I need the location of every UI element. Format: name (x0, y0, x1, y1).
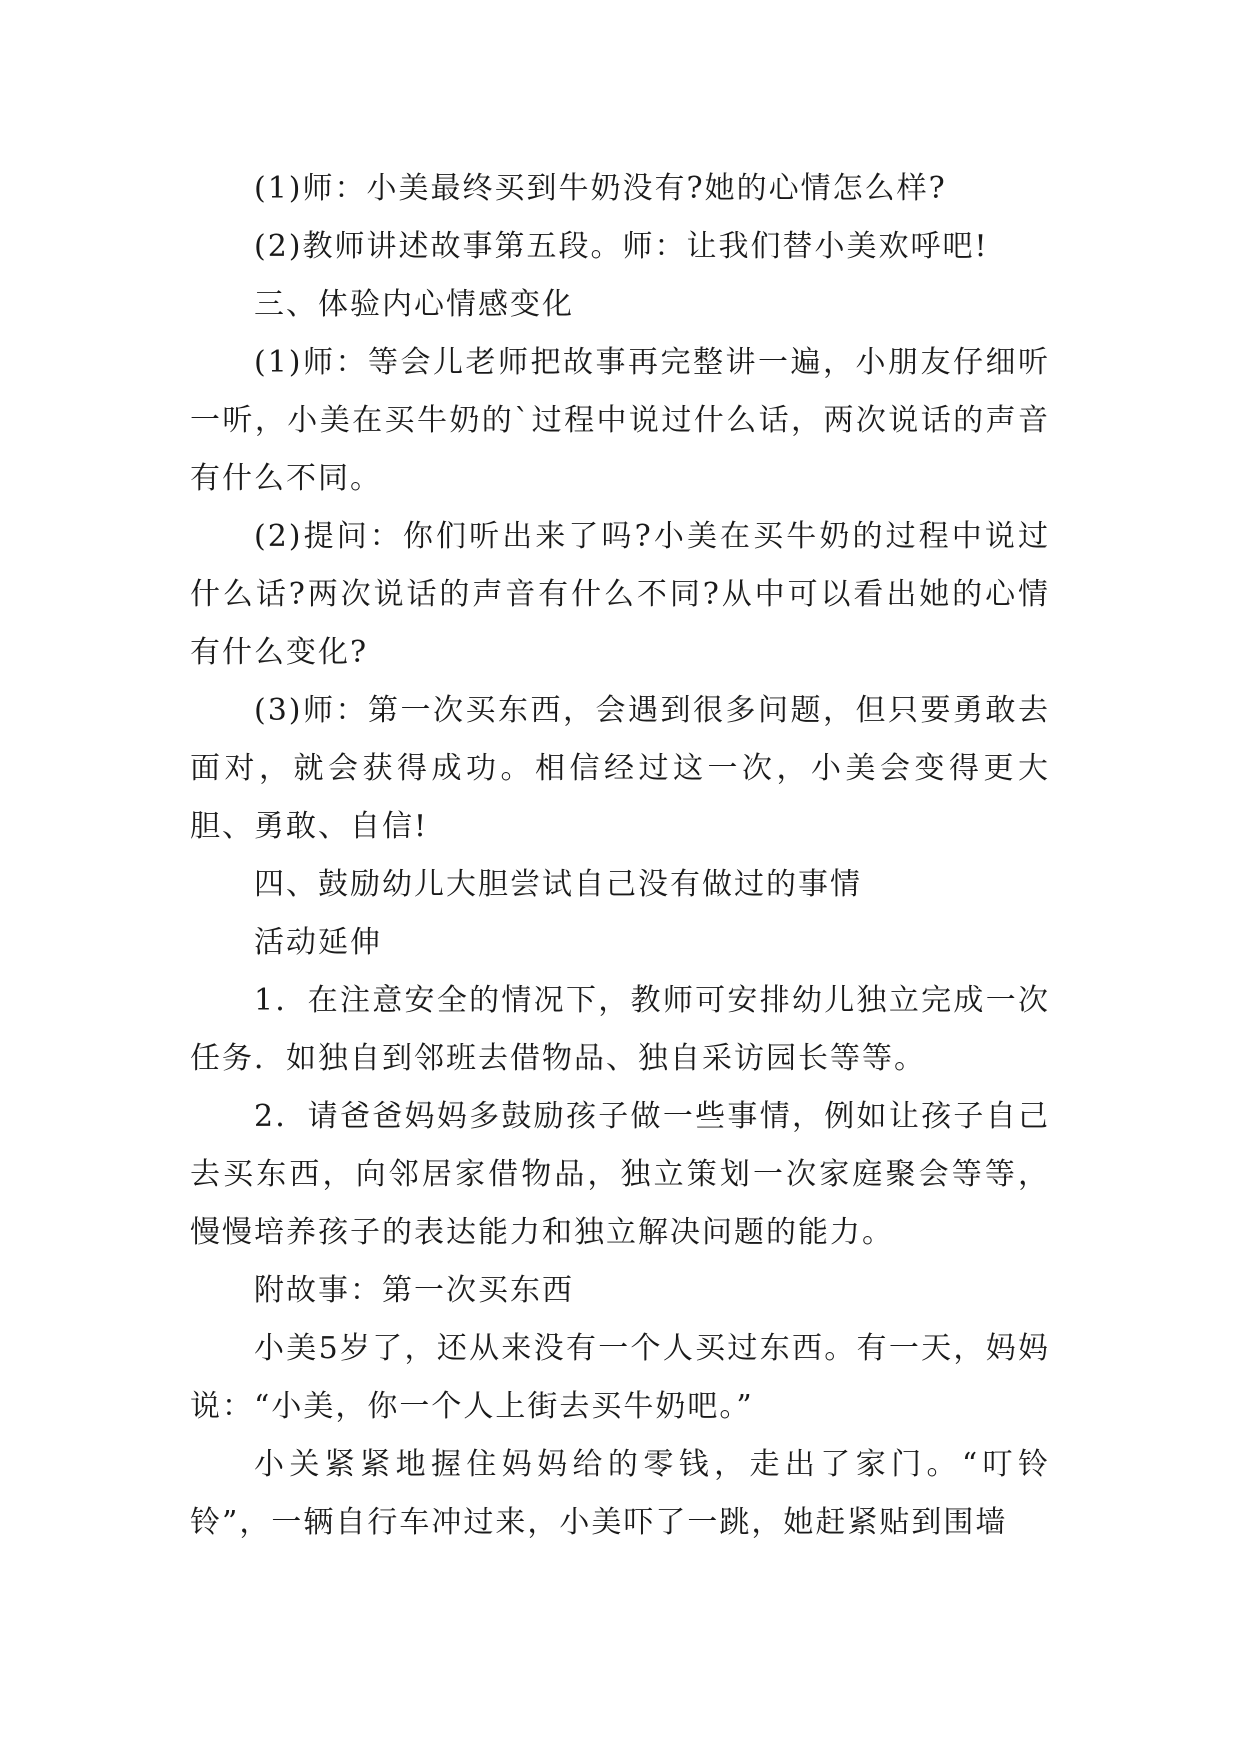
paragraph-story-continue: 小关紧紧地握住妈妈给的零钱，走出了家门。“叮铃铃”，一辆自行车冲过来，小美吓了一跳，她赶紧贴到围墙 (190, 1447, 1050, 1540)
appendix-story-title: 附故事：第一次买东西 (254, 1273, 574, 1308)
section-heading-extension: 活动延伸 (254, 925, 382, 960)
paragraph-question-outcome: (1)师：小美最终买到牛奶没有?她的心情怎么样? (254, 171, 947, 206)
document-page (190, 160, 1050, 1552)
paragraph-story-intro: 小美5岁了，还从来没有一个人买过东西。有一天，妈妈说：“小美，你一个人上街去买牛奶吧。” (190, 1331, 1050, 1424)
paragraph-extension-one: 1．在注意安全的情况下，教师可安排幼儿独立完成一次任务．如独自到邻班去借物品、独自采访园长等等。 (190, 983, 1050, 1076)
paragraph-extension-two: 2．请爸爸妈妈多鼓励孩子做一些事情，例如让孩子自己去买东西，向邻居家借物品，独立策划一次家庭聚会等等，慢慢培养孩子的表达能力和独立解决问题的能力。 (190, 1099, 1050, 1250)
paragraph-story-part-five: (2)教师讲述故事第五段。师：让我们替小美欢呼吧! (254, 229, 989, 264)
section-heading-three: 三、体验内心情感变化 (254, 287, 574, 322)
section-heading-four: 四、鼓励幼儿大胆尝试自己没有做过的事情 (254, 867, 862, 902)
paragraph-teacher-summary: (3)师：第一次买东西，会遇到很多问题，但只要勇敢去面对，就会获得成功。相信经过这一次，小美会变得更大胆、勇敢、自信! (190, 693, 1050, 844)
paragraph-question-voice: (2)提问：你们听出来了吗?小美在买牛奶的过程中说过什么话?两次说话的声音有什么不同?从中可以看出她的心情有什么变化? (190, 519, 1050, 670)
paragraph-retell-story: (1)师：等会儿老师把故事再完整讲一遍，小朋友仔细听一听，小美在买牛奶的`过程中说过什么话，两次说话的声音有什么不同。 (190, 345, 1050, 496)
